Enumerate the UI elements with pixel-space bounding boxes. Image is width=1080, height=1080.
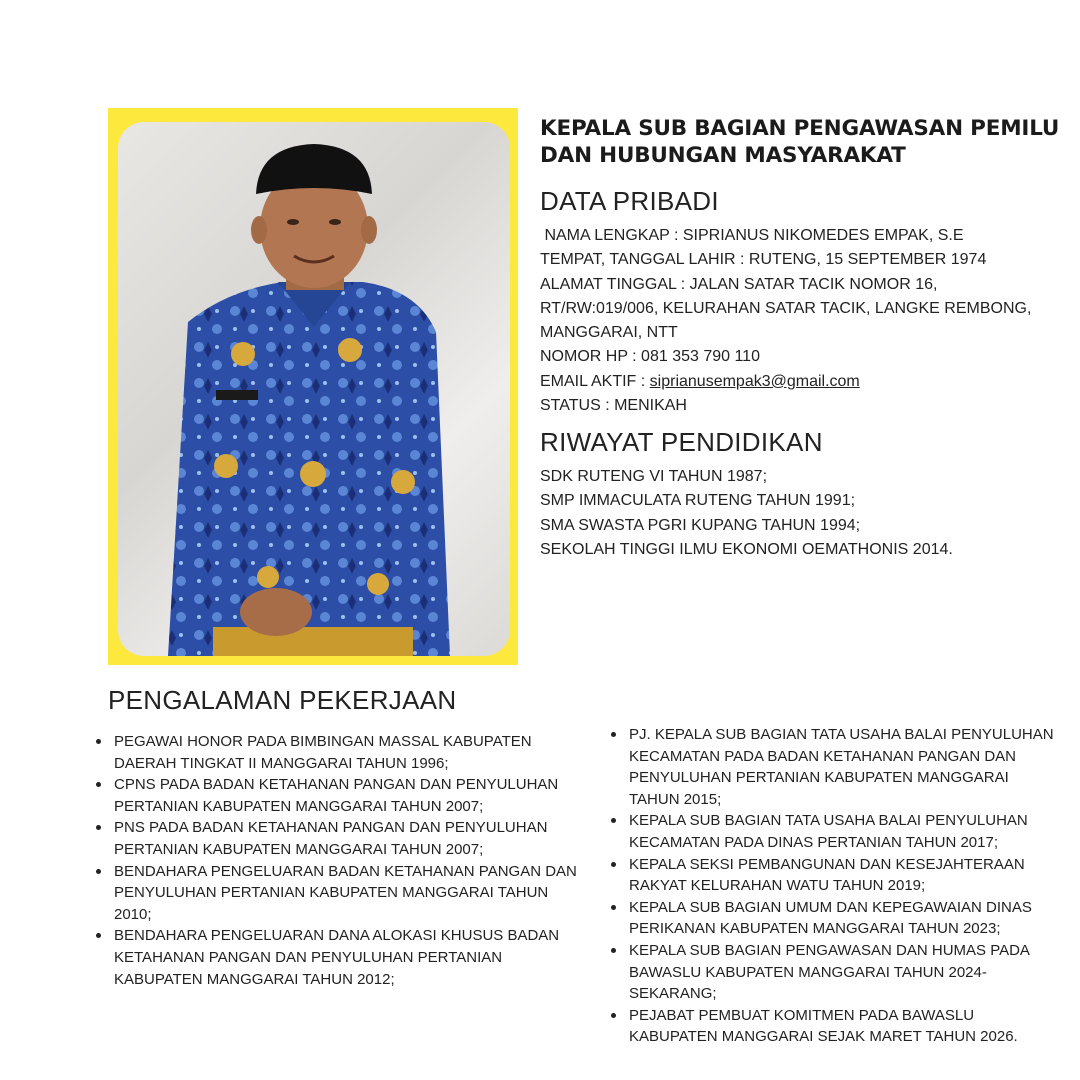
list-item: PNS PADA BADAN KETAHANAN PANGAN DAN PENYULUHAN PERTANIAN KABUPATEN MANGGARAI TAHUN 2007; (96, 817, 586, 860)
personal-line: NAMA LENGKAP : SIPRIANUS NIKOMEDES EMPAK, S.E (540, 227, 964, 244)
list-item: KEPALA SEKSI PEMBANGUNAN DAN KESEJAHTERAAN RAKYAT KELURAHAN WATU TAHUN 2019; (611, 854, 1063, 897)
email-row (540, 370, 1031, 394)
portrait-illustration (118, 122, 510, 656)
experience-list-right (611, 724, 1063, 1048)
list-item: CPNS PADA BADAN KETAHANAN PANGAN DAN PENYULUHAN PERTANIAN KABUPATEN MANGGARAI TAHUN 2007; (96, 774, 586, 817)
personal-line: RT/RW:019/006, KELURAHAN SATAR TACIK, LANGKE REMBONG, (540, 299, 1032, 317)
list-item: BENDAHARA PENGELUARAN DANA ALOKASI KHUSUS BADAN KETAHANAN PANGAN DAN PENYULUHAN PERTANIAN KABUPATEN MANGGARAI TAHUN 2012; (96, 925, 586, 990)
job-title-line-1: KEPALA SUB BAGIAN PENGAWASAN PEMILU (540, 116, 1060, 141)
experience-title: PENGALAMAN PEKERJAAN (108, 685, 457, 715)
personal-line: TEMPAT, TANGGAL LAHIR : RUTENG, 15 SEPTEMBER 1974 (540, 251, 987, 269)
education-line: SMP IMMACULATA RUTENG TAHUN 1991; (540, 492, 856, 510)
email-label: EMAIL AKTIF : (540, 372, 650, 390)
education-line: SDK RUTENG VI TAHUN 1987; (540, 468, 768, 485)
status-line: STATUS : MENIKAH (540, 397, 687, 415)
job-title-heading (540, 115, 1080, 169)
list-item: KEPALA SUB BAGIAN UMUM DAN KEPEGAWAIAN DINAS PERIKANAN KABUPATEN MANGGARAI TAHUN 2023; (611, 897, 1063, 940)
list-item: PJ. KEPALA SUB BAGIAN TATA USAHA BALAI PENYULUHAN KECAMATAN PADA BADAN KETAHANAN PANGAN DAN PENYULUHAN PERTANIAN KABUPATEN MANGGARAI TAHUN 2015; (611, 724, 1063, 810)
portrait-photo (118, 122, 510, 656)
job-title-line-2: DAN HUBUNGAN MASYARAKAT (540, 143, 906, 168)
experience-list-left (96, 731, 586, 990)
list-item: KEPALA SUB BAGIAN PENGAWASAN DAN HUMAS PADA BAWASLU KABUPATEN MANGGARAI TAHUN 2024-SEKARANG; (611, 940, 1063, 1005)
education-title: RIWAYAT PENDIDIKAN (540, 427, 823, 457)
personal-data-block (540, 224, 1031, 418)
list-item: PEGAWAI HONOR PADA BIMBINGAN MASSAL KABUPATEN DAERAH TINGKAT II MANGGARAI TAHUN 1996; (96, 731, 586, 774)
personal-line: NOMOR HP : 081 353 790 110 (540, 348, 760, 366)
list-item: BENDAHARA PENGELUARAN BADAN KETAHANAN PANGAN DAN PENYULUHAN PERTANIAN KABUPATEN MANGGARAI TAHUN 2010; (96, 861, 586, 926)
list-item: KEPALA SUB BAGIAN TATA USAHA BALAI PENYULUHAN KECAMATAN PADA DINAS PERTANIAN TAHUN 2017; (611, 810, 1063, 853)
photo-frame (108, 108, 518, 665)
personal-line: ALAMAT TINGGAL : JALAN SATAR TACIK NOMOR 16, (540, 275, 938, 293)
personal-data-title: DATA PRIBADI (540, 186, 719, 216)
personal-line: MANGGARAI, NTT (540, 324, 678, 342)
education-block (540, 465, 953, 562)
education-line: SMA SWASTA PGRI KUPANG TAHUN 1994; (540, 516, 861, 534)
education-line: SEKOLAH TINGGI ILMU EKONOMI OEMATHONIS 2014. (540, 540, 953, 558)
list-item: PEJABAT PEMBUAT KOMITMEN PADA BAWASLU KABUPATEN MANGGARAI SEJAK MARET TAHUN 2026. (611, 1005, 1063, 1048)
email-link[interactable]: siprianusempak3@gmail.com (649, 372, 860, 390)
